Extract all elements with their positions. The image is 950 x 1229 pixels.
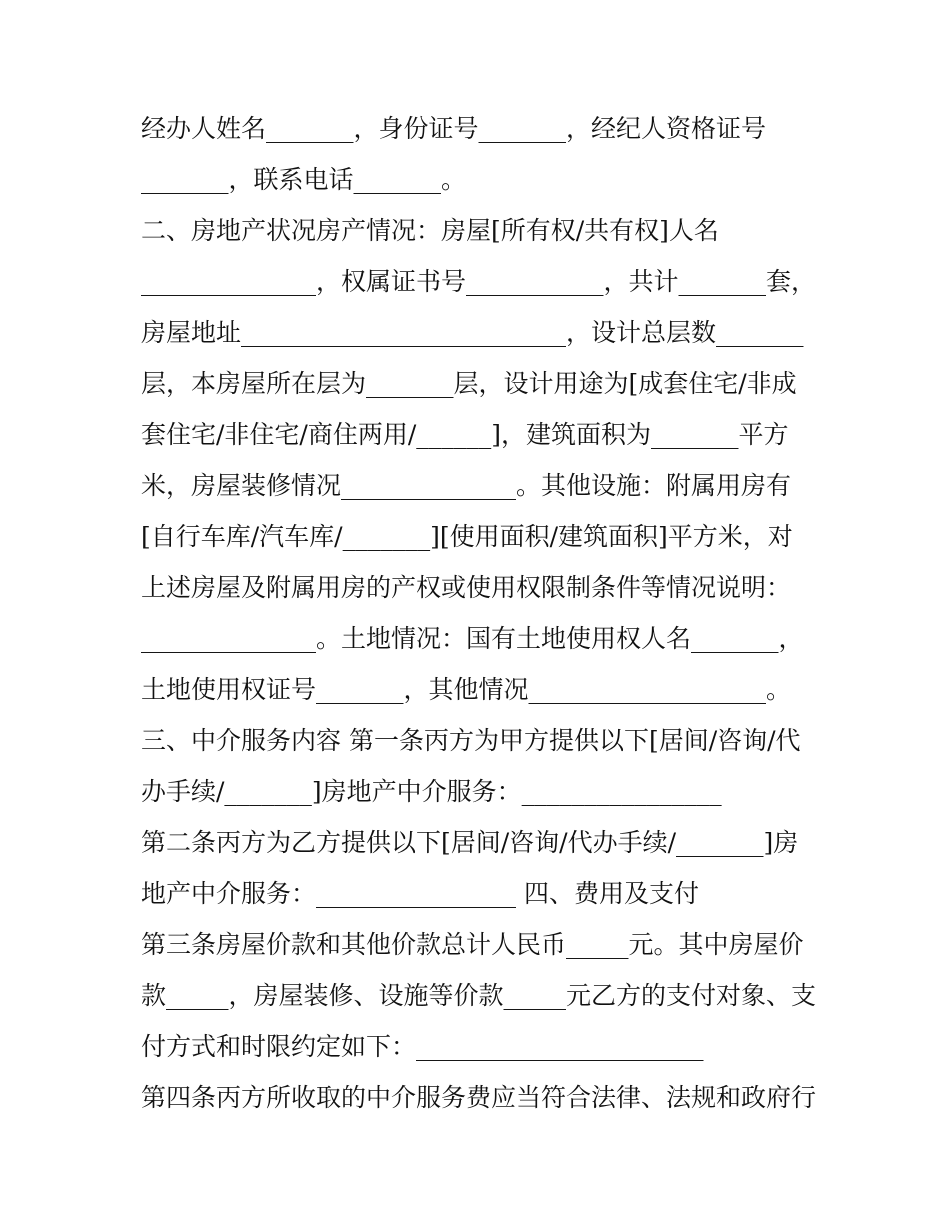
text-line: 米，房屋装修情况______________。其他设施：附属用房有 — [141, 471, 792, 500]
text-line: 层，本房屋所在层为_______层，设计用途为[成套住宅/非成 — [141, 369, 797, 398]
text-line: 第四条丙方所收取的中介服务费应当符合法律、法规和政府行 — [141, 1083, 817, 1112]
text-line: ______________。土地情况：国有土地使用权人名_______， — [141, 624, 804, 653]
text-line: 土地使用权证号_______，其他情况___________________。 — [141, 675, 792, 704]
text-line: 房屋地址__________________________，设计总层数_______ — [141, 318, 804, 347]
text-line: 上述房屋及附属用房的产权或使用权限制条件等情况说明： — [141, 573, 792, 602]
text-line: 地产中介服务：________________ 四、费用及支付 — [141, 879, 699, 908]
text-line: 第二条丙方为乙方提供以下[居间/咨询/代办手续/_______]房 — [141, 828, 799, 857]
text-line: 付方式和时限约定如下：_______________________ — [141, 1032, 704, 1061]
text-line: _______，联系电话_______。 — [141, 165, 467, 194]
text-line: 第三条房屋价款和其他价款总计人民币_____元。其中房屋价 — [141, 930, 804, 959]
text-line: ______________，权属证书号___________，共计_______套， — [141, 267, 817, 296]
text-line: 套住宅/非住宅/商住两用/______]，建筑面积为_______平方 — [141, 420, 789, 449]
text-line: 二、房地产状况房产情况：房屋[所有权/共有权]人名 — [141, 216, 719, 245]
text-line: 三、中介服务内容 第一条丙方为甲方提供以下[居间/咨询/代 — [141, 726, 801, 755]
text-line: 款_____，房屋装修、设施等价款_____元乙方的支付对象、支 — [141, 981, 817, 1010]
text-line: 办手续/_______]房地产中介服务：________________ — [141, 777, 722, 806]
text-line: [自行车库/汽车库/_______][使用面积/建筑面积]平方米，对 — [141, 522, 793, 551]
text-line: 经办人姓名_______，身份证号_______，经纪人资格证号 — [141, 114, 767, 143]
